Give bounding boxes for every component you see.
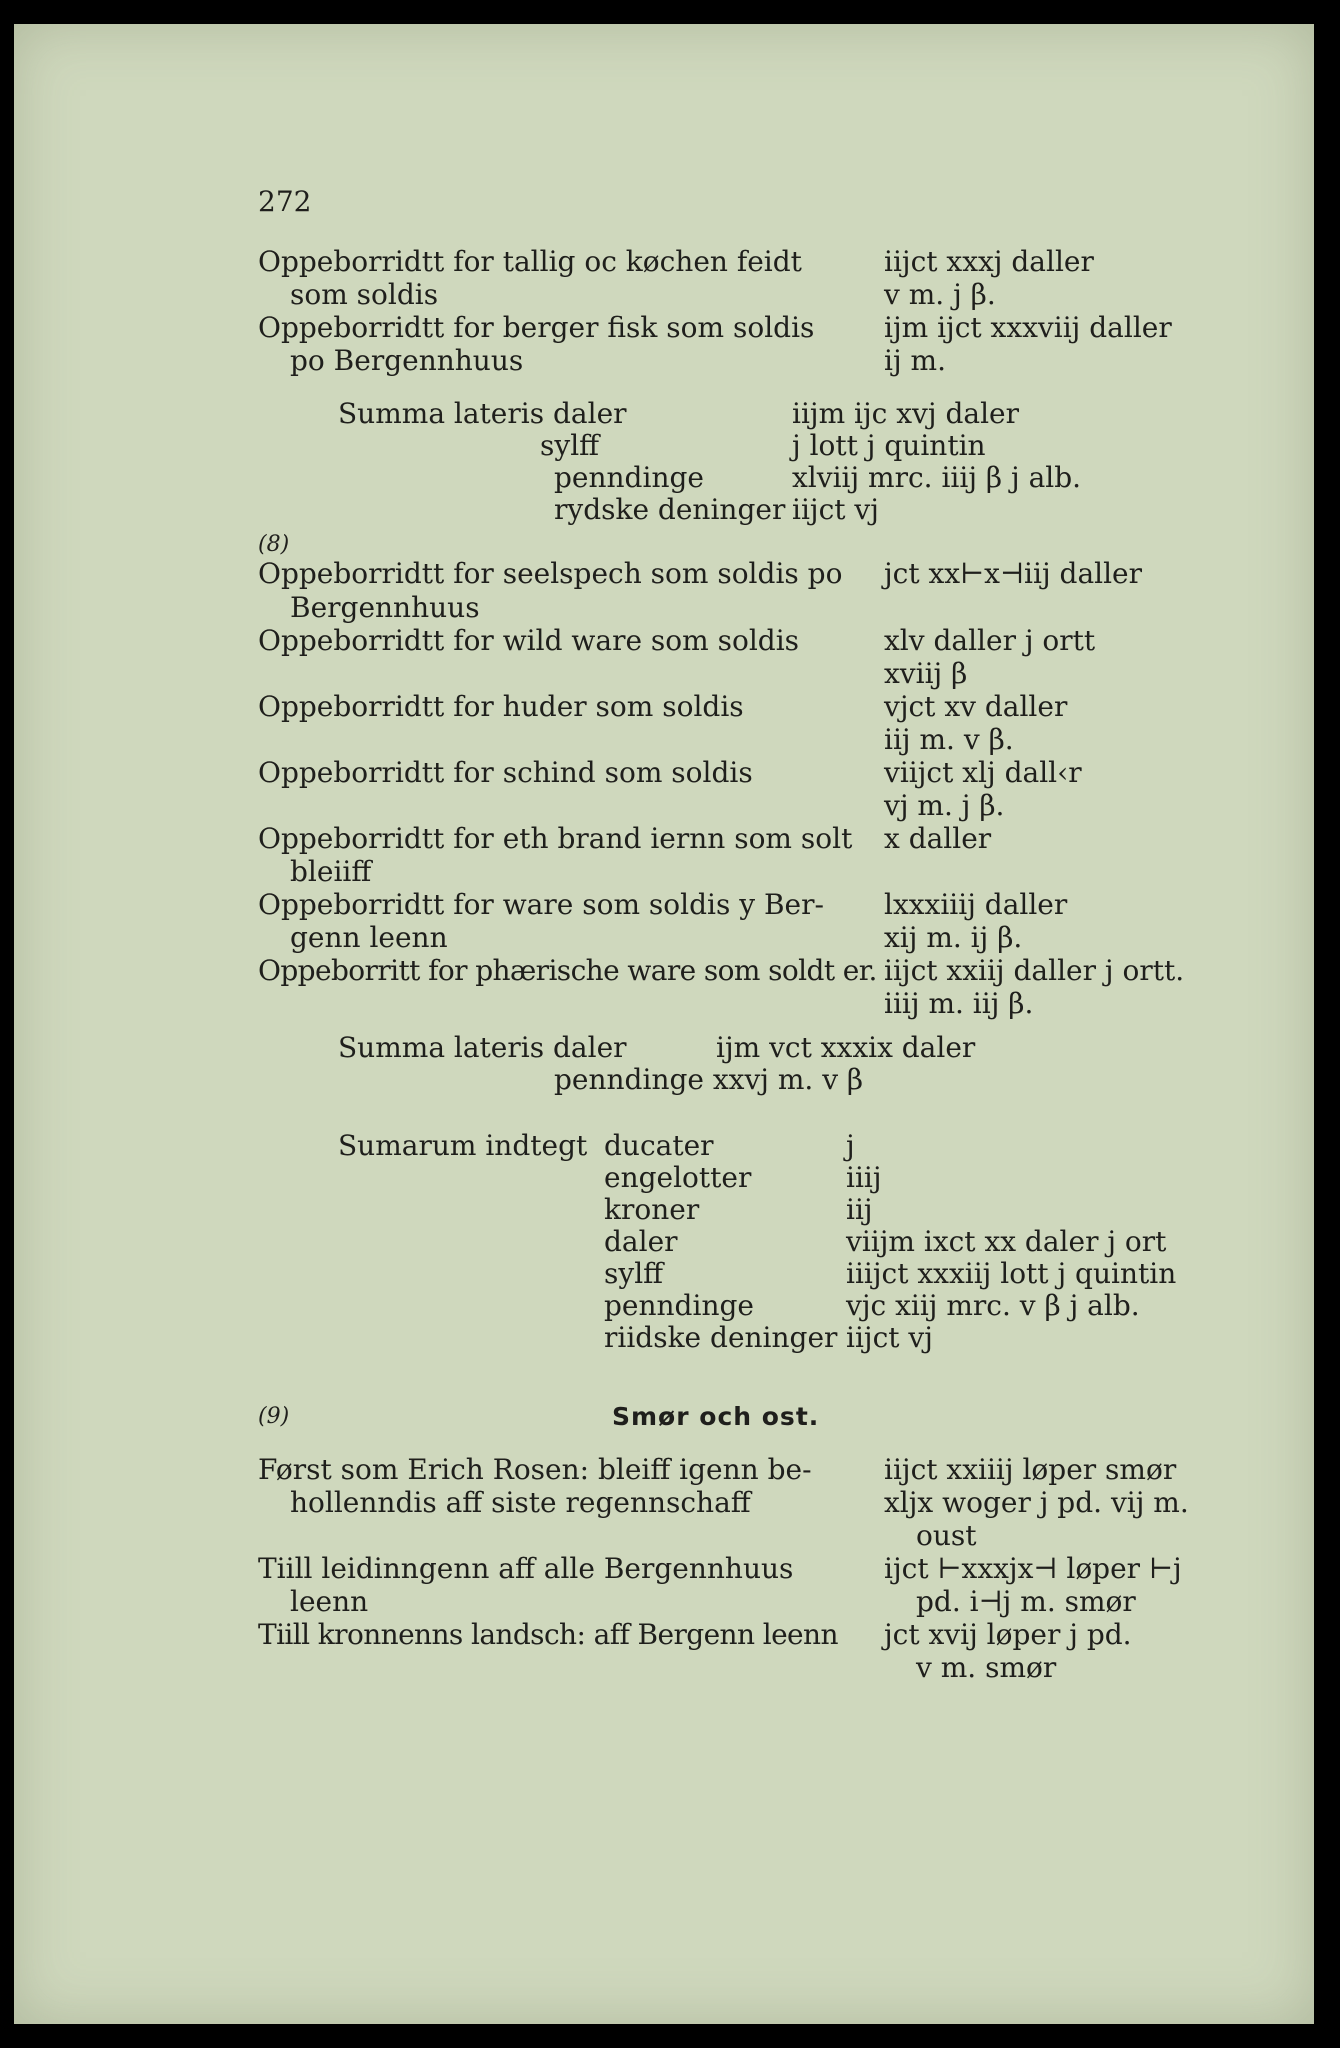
entry-right: pd. i⊣j m. smør <box>916 1585 1136 1618</box>
total-item: penndinge <box>604 1289 754 1322</box>
total-value: viijm ixct xx daler j ort <box>846 1225 1167 1258</box>
total-item: ducater <box>604 1129 714 1162</box>
entry-left: Oppeborridtt for ware som soldis y Ber- <box>258 888 824 921</box>
entry-right: jct xx⊢x⊣iij daller <box>884 557 1143 590</box>
entry-right: ijm ijct xxxviij daller <box>884 311 1172 344</box>
entry-right: viijct xlj dall‹r <box>884 756 1082 789</box>
entry-right: xij m. ij β. <box>884 921 1023 954</box>
total-item: daler <box>604 1225 678 1258</box>
entry-left: po Bergennhuus <box>290 344 524 377</box>
section-marker-9: (9) <box>258 1404 290 1429</box>
total-value: iiij <box>846 1161 882 1194</box>
entry-left: leenn <box>290 1585 369 1618</box>
entry-right: ijct ⊢xxxjx⊣ løper ⊢j <box>884 1552 1182 1585</box>
entry-left: Oppeborridtt for huder som soldis <box>258 690 744 723</box>
total-label: Sumarum indtegt <box>338 1129 588 1162</box>
entry-left: Oppeborridtt for seelspech som soldis po <box>258 557 843 590</box>
entry-right: iijct xxiiij løper smør <box>884 1453 1177 1486</box>
total-value: iiijct xxxiij lott j quintin <box>846 1257 1177 1290</box>
entry-left: som soldis <box>290 278 439 311</box>
entry-right: xlv daller j ortt <box>884 624 1096 657</box>
entry-left: Først som Erich Rosen: bleiff igenn be- <box>258 1453 812 1486</box>
entry-left: Oppeborridtt for wild ware som soldis <box>258 624 800 657</box>
entry-right: xljx woger j pd. vij m. <box>884 1486 1189 1519</box>
entry-right: lxxxiiij daller <box>884 888 1068 921</box>
summa-label: Summa lateris daler <box>338 1031 627 1064</box>
total-item: riidske deninger <box>604 1321 838 1354</box>
summa-value: iijct vj <box>792 493 879 526</box>
total-item: kroner <box>604 1193 700 1226</box>
summa-value: ijm vct xxxix daler <box>716 1031 976 1064</box>
entry-right: iijct xxxj daller <box>884 245 1094 278</box>
entry-right: jct xvij løper j pd. <box>884 1618 1132 1651</box>
entry-left: Oppeborridtt for eth brand iernn som solt <box>258 822 853 855</box>
entry-left: Oppeborridtt for berger fisk som soldis <box>258 311 815 344</box>
entry-right: oust <box>916 1519 977 1552</box>
entry-left: Tiill kronnenns landsch: aff Bergenn leenn <box>258 1618 838 1651</box>
entry-right: iiij m. iij β. <box>884 987 1034 1020</box>
entry-left: Oppeborritt for phærische ware som soldt er. <box>258 954 877 987</box>
entry-right: ij m. <box>884 344 946 377</box>
entry-right: x daller <box>884 822 992 855</box>
page-number: 272 <box>258 185 312 218</box>
entry-right: v m. smør <box>916 1651 1057 1684</box>
entry-left: Tiill leidinngenn aff alle Bergennhuus <box>258 1552 794 1585</box>
entry-right: iij m. v β. <box>884 723 1014 756</box>
entry-left: Oppeborridtt for tallig oc køchen feidt <box>258 245 802 278</box>
entry-left: Oppeborridtt for schind som soldis <box>258 756 753 789</box>
summa-value: xlviij mrc. iiij β j alb. <box>792 461 1082 494</box>
summa-label: Summa lateris daler <box>338 397 627 430</box>
total-item: sylff <box>604 1257 664 1290</box>
total-value: vjc xiij mrc. v β j alb. <box>846 1289 1140 1322</box>
entry-left: bleiiff <box>290 855 372 888</box>
summa-value: j lott j quintin <box>792 429 986 462</box>
total-value: iij <box>846 1193 873 1226</box>
entry-right: vj m. j β. <box>884 789 1005 822</box>
total-item: engelotter <box>604 1161 752 1194</box>
total-value: j <box>846 1129 855 1162</box>
entry-right: v m. j β. <box>884 278 996 311</box>
section-marker-8: (8) <box>258 532 290 557</box>
summa-label: sylff <box>540 429 600 462</box>
section-heading: Smør och ost. <box>612 1402 820 1431</box>
entry-left: Bergennhuus <box>290 591 480 624</box>
entry-left: hollenndis aff siste regennschaff <box>290 1486 751 1519</box>
summa-label: penndinge <box>554 461 704 494</box>
entry-right: iijct xxiij daller j ortt. <box>884 954 1185 987</box>
summa-label: penndinge xxvj m. v β <box>554 1063 864 1096</box>
entry-right: xviij β <box>884 657 968 690</box>
summa-value: iijm ijc xvj daler <box>792 397 1019 430</box>
summa-label: rydske deninger <box>554 493 786 526</box>
total-value: iijct vj <box>846 1321 933 1354</box>
entry-right: vjct xv daller <box>884 690 1068 723</box>
entry-left: genn leenn <box>290 921 448 954</box>
